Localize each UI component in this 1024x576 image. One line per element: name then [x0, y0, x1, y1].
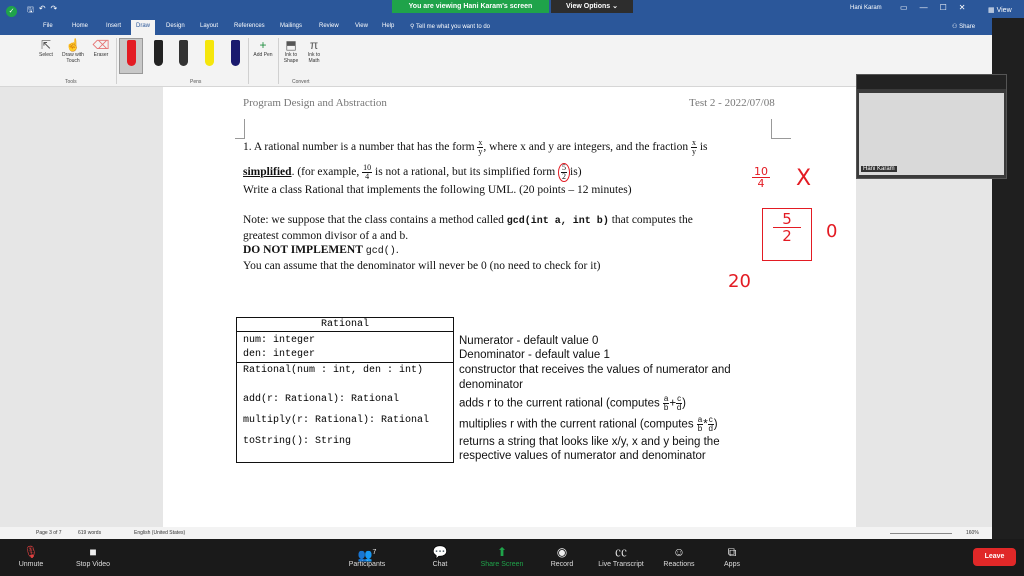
view-label: View: [996, 7, 1012, 14]
desc-den: Denominator - default value 1: [459, 349, 610, 361]
frac-den: y: [478, 147, 483, 156]
frac-num: x: [691, 138, 696, 147]
frac-den: d: [708, 424, 713, 433]
margin-corner-left: [235, 119, 245, 139]
note-text-b: that computes the: [611, 214, 693, 226]
fraction-x-over-y-2: [691, 139, 697, 156]
ink-math-label: Ink to Math: [307, 52, 321, 64]
note-text-a: Note: we suppose that the class contains a method called: [243, 214, 504, 226]
chat-icon: 💬: [432, 545, 448, 559]
ink-num: 10: [754, 165, 768, 178]
shape-icon: ⬒: [285, 38, 297, 52]
tab-help[interactable]: Help: [382, 23, 395, 29]
tab-mailings[interactable]: Mailings: [280, 23, 303, 29]
pencil-pen-icon[interactable]: [179, 40, 188, 66]
desc-tostring-1: returns a string that looks like x/y, x and y being the: [459, 436, 720, 448]
eraser-label: Eraser: [93, 52, 109, 58]
zoom-level[interactable]: 160%: [966, 530, 979, 536]
red-pen-icon: [127, 40, 136, 66]
margin-corner-right: [771, 119, 791, 139]
convert-group-label: Convert: [292, 79, 310, 85]
participants-button[interactable]: [342, 539, 392, 568]
word-count[interactable]: 619 words: [78, 530, 102, 536]
close-icon[interactable]: ✕: [958, 3, 966, 12]
ribbon-display-icon[interactable]: ▭: [900, 3, 908, 12]
participants-label: Participants: [348, 561, 386, 568]
question-1-instruction: Write a class Rational that implements the following UML. (20 points – 12 minutes): [243, 184, 632, 196]
stop-video-button[interactable]: [70, 539, 116, 568]
minimize-icon[interactable]: —: [919, 3, 928, 12]
question-1-line-2: [243, 163, 763, 182]
apps-icon: ⧉: [727, 545, 737, 559]
gcd-call: gcd(): [365, 246, 396, 257]
header-course: Program Design and Abstraction: [243, 97, 387, 109]
signed-in-user[interactable]: Hani Karam: [850, 5, 882, 11]
ink-den: 2: [782, 227, 792, 245]
q1-text-b: , where x and y are integers, and the fraction: [483, 141, 689, 154]
select-button[interactable]: [36, 39, 56, 58]
zoom-meeting-controls: [0, 539, 1024, 576]
frac-c-d: [676, 395, 682, 412]
eraser-icon: ⌫: [92, 38, 110, 52]
uml-method-constructor: Rational(num : int, den : int): [243, 365, 424, 376]
desc-add: adds r to the current rational (computes $\frac{a}{b}$ + $\frac{c}{d}$ ): [459, 394, 686, 412]
frac-den: y: [691, 147, 696, 156]
page-count[interactable]: Page 3 of 7: [36, 530, 62, 536]
view-options-label: View Options: [565, 3, 611, 10]
ink-10-over-4: [752, 166, 770, 189]
tab-design[interactable]: Design: [166, 23, 185, 29]
select-label: Select: [39, 52, 53, 58]
frac-den: 4: [365, 172, 370, 181]
plus-sign: +: [669, 397, 677, 410]
header-test: Test 2 - 2022/07/08: [689, 97, 775, 109]
ink-x-mark: X: [796, 166, 812, 191]
frac-num: 10: [363, 163, 372, 172]
add-pen-label: Add Pen: [253, 52, 273, 58]
q1-text-c: is: [699, 141, 708, 154]
do-not-implement: DO NOT IMPLEMENT: [243, 244, 363, 256]
share-label: Share: [959, 24, 976, 30]
ribbon-tabs: [0, 18, 1024, 35]
tab-layout[interactable]: Layout: [200, 23, 219, 29]
share-icon: ⚇: [952, 24, 958, 30]
pi-icon: π: [309, 38, 319, 52]
chat-label: Chat: [432, 561, 448, 568]
leave-button[interactable]: Leave: [973, 548, 1016, 566]
pens-group-label: Pens: [190, 79, 202, 85]
live-transcript-button[interactable]: [592, 539, 650, 568]
frac-num: c: [708, 415, 713, 424]
draw-touch-label: Draw with Touch: [62, 52, 84, 64]
ink-shape-label: Ink to Shape: [283, 52, 299, 64]
tab-insert[interactable]: Insert: [106, 23, 122, 29]
desc-ctor-1: constructor that receives the values of numerator and: [459, 364, 731, 376]
uml-method-tostring: toString(): String: [243, 436, 352, 447]
assume-text: You can assume that the denominator will never be 0 (no need to check for it): [243, 260, 601, 272]
uml-method-multiply: multiply(r: Rational): Rational: [243, 415, 430, 426]
navy-pen-icon[interactable]: [231, 40, 240, 66]
plus-icon: +: [259, 38, 267, 52]
record-icon: ◉: [556, 545, 568, 559]
unmute-button[interactable]: [14, 539, 48, 568]
zoom-view-button[interactable]: [988, 6, 1012, 14]
video-toolbar: [857, 75, 1006, 89]
tell-me-search[interactable]: [410, 23, 490, 30]
ribbon-separator: [278, 38, 279, 84]
frac-num: a: [697, 415, 703, 424]
frac-c-d: [708, 416, 714, 433]
eraser-button[interactable]: [90, 39, 112, 58]
desc-add-text: adds r to the current rational (computes: [459, 397, 660, 410]
tell-me-label: Tell me what you want to do: [415, 24, 491, 30]
uml-class-name: Rational: [237, 318, 453, 332]
share-button[interactable]: [952, 23, 975, 30]
fraction-10-over-4: [362, 164, 372, 181]
window-controls: [900, 3, 965, 12]
tab-view[interactable]: View: [355, 23, 368, 29]
draw-ribbon: [0, 35, 992, 87]
ink-boxed-5-over-2: [762, 208, 812, 261]
unmute-label: Unmute: [18, 561, 44, 568]
save-icon[interactable]: 🖫: [27, 5, 34, 14]
simplified-word: simplified: [243, 166, 292, 179]
participant-video[interactable]: [856, 74, 1007, 179]
record-label: Record: [550, 561, 574, 568]
fraction-5-over-2: [558, 163, 570, 182]
uml-method-add: add(r: Rational): Rational: [243, 394, 400, 405]
tab-references[interactable]: References: [234, 23, 265, 29]
uml-attr-den: den: integer: [243, 349, 316, 360]
participants-count: 7: [372, 549, 377, 556]
quick-access-toolbar: [27, 4, 57, 18]
q1-text-e: is not a rational, but its simplified form: [375, 166, 556, 179]
ink-den: 4: [757, 177, 765, 190]
q1-text-d: . (for example,: [291, 166, 360, 179]
tab-draw[interactable]: Draw: [131, 20, 155, 35]
mic-muted-icon: 🎙: [23, 545, 39, 559]
word-status-bar: [0, 527, 992, 539]
desc-ctor-2: denominator: [459, 379, 523, 391]
stop-video-label: Stop Video: [75, 561, 111, 568]
desc-tostring-2: respective values of numerator and denominator: [459, 450, 706, 462]
frac-num: c: [677, 394, 682, 403]
zoom-share-banner: You are viewing Hani Karam's screen: [392, 0, 549, 13]
participants-icon: 👥$^7$: [357, 548, 377, 562]
frac-num: a: [663, 394, 669, 403]
note-paragraph: Note: we suppose that the class contains a method called gcd(int a, int b) that computes the greatest common divisor of a and b. DO NOT IMPLEMENT gcd(). You can assume that the denominator will never be 0 (no need to check for it): [243, 214, 693, 272]
desc-mult-text: multiplies r with the current rational (computes: [459, 418, 694, 431]
share-screen-label: Share Screen: [480, 561, 524, 568]
uml-attr-num: num: integer: [243, 335, 316, 346]
view-options-button[interactable]: View Options ⌄: [551, 0, 633, 13]
grid-icon: ▦: [988, 7, 995, 14]
apps-label: Apps: [724, 561, 740, 568]
video-feed: [859, 93, 1004, 175]
frac-den: d: [676, 403, 682, 412]
language[interactable]: English (United States): [134, 530, 186, 536]
undo-icon[interactable]: ↶: [38, 4, 46, 13]
yellow-highlighter-icon[interactable]: [205, 40, 214, 66]
q1-text-f: is): [570, 166, 582, 179]
share-screen-icon: ⬆: [496, 545, 508, 559]
zoom-security-icon[interactable]: ✓: [6, 6, 17, 17]
times-sign: *: [703, 418, 708, 431]
ink-zero: 0: [826, 221, 838, 242]
reactions-icon: ☺: [672, 545, 686, 559]
desc-multiply: multiplies r with the current rational (computes $\frac{a}{b}$ * $\frac{c}{d}$ ): [459, 415, 718, 433]
share-screen-button[interactable]: [476, 539, 528, 568]
video-camera-icon: ■: [89, 545, 97, 559]
chat-button[interactable]: [426, 539, 454, 568]
uml-class-diagram: [236, 317, 454, 463]
desc-num: Numerator - default value 0: [459, 335, 599, 347]
ink-num: 5: [773, 211, 801, 228]
black-pen-icon[interactable]: [154, 40, 163, 66]
zoom-slider[interactable]: [890, 533, 952, 534]
draw-with-touch-button[interactable]: [59, 39, 87, 64]
ink-to-math-button[interactable]: [303, 39, 325, 64]
frac-num: 5: [562, 163, 567, 172]
tab-review[interactable]: Review: [319, 23, 339, 29]
tools-group-label: Tools: [65, 79, 77, 85]
note-text-c: greatest common divisor of a and b.: [243, 230, 409, 242]
gcd-signature: gcd(int a, int b): [506, 216, 609, 227]
maximize-icon[interactable]: ☐: [939, 3, 947, 12]
tab-file[interactable]: File: [43, 23, 53, 29]
tab-home[interactable]: Home: [72, 23, 89, 29]
reactions-label: Reactions: [663, 561, 695, 568]
lightbulb-icon: ⚲: [410, 24, 415, 30]
record-button[interactable]: [545, 539, 579, 568]
apps-button[interactable]: [718, 539, 746, 568]
frac-den: 2: [562, 172, 567, 181]
live-transcript-label: Live Transcript: [598, 561, 644, 568]
frac-den: b: [663, 403, 669, 412]
question-1-line-1: [243, 139, 763, 156]
uml-divider: [237, 362, 453, 363]
ribbon-separator: [116, 38, 117, 84]
draw-touch-icon: ☝: [65, 38, 81, 52]
add-pen-button[interactable]: [252, 39, 274, 58]
frac-den: b: [697, 424, 703, 433]
redo-icon[interactable]: ↷: [50, 4, 58, 13]
reactions-button[interactable]: [660, 539, 698, 568]
cc-icon: ㏄: [614, 545, 627, 559]
cursor-icon: ⇱: [40, 38, 52, 52]
ink-score-20: 20: [728, 271, 751, 292]
q1-text-a: 1. A rational number is a number that has the form: [243, 141, 475, 154]
ink-to-shape-button[interactable]: [280, 39, 302, 64]
ribbon-separator: [248, 38, 249, 84]
frac-num: x: [478, 138, 483, 147]
video-participant-name: Hani Karam: [863, 166, 895, 172]
